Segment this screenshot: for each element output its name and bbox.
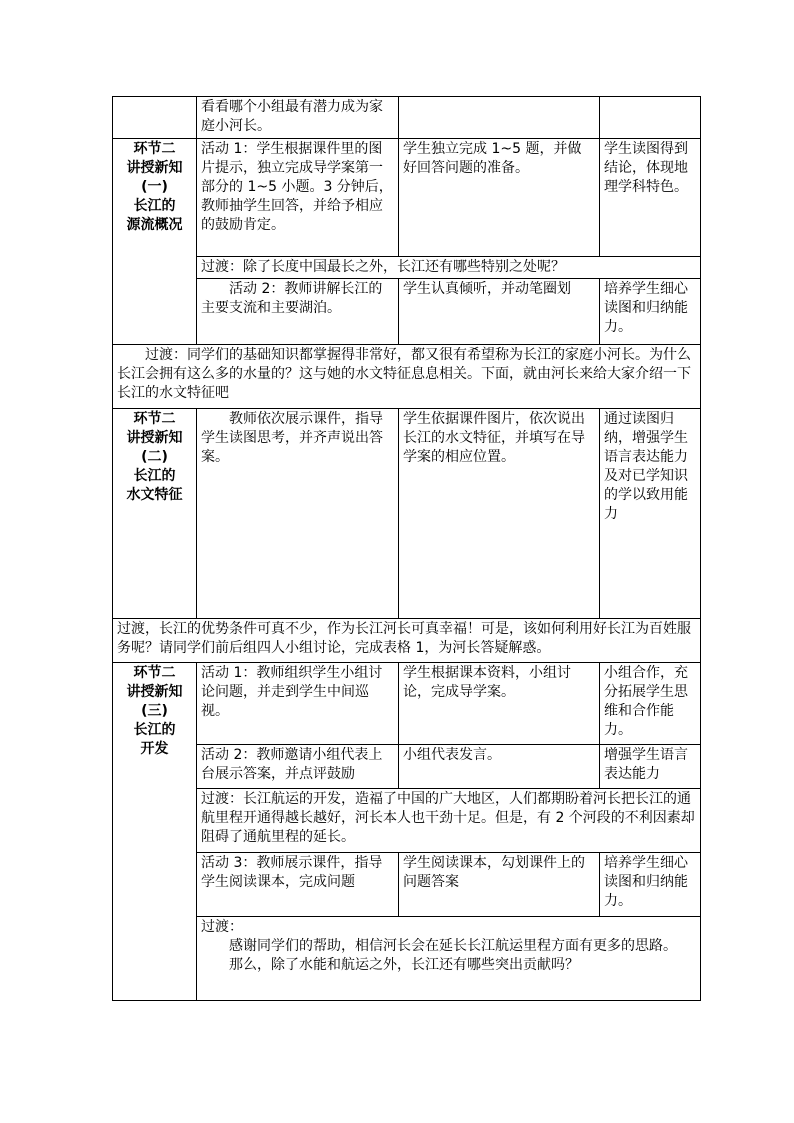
teacher-activity-cell: 活动 1：学生根据课件里的图片提示，独立完成导学案第一部分的 1~5 小题。3 分钟后，教师抽学生回答，并给予相应的鼓励肯定。 — [197, 139, 399, 257]
design-intent-cell: 学生读图得到结论，体现地理学科特色。 — [600, 139, 701, 257]
student-activity-cell: 学生阅读课本，勾划课件上的问题答案 — [399, 853, 600, 917]
design-intent-cell: 小组合作，充分拓展学生思维和合作能力。 — [600, 663, 701, 745]
transition-label: 过渡： — [201, 919, 243, 935]
transition-cell: 过渡：除了长度中国最长之外，长江还有哪些特别之处呢？ — [197, 257, 701, 279]
table-row — [113, 853, 701, 917]
stage-cell-empty — [113, 97, 197, 139]
design-intent-cell — [600, 97, 701, 139]
transition-text: 那么，除了水能和航运之外，长江还有哪些突出贡献吗？ — [229, 957, 579, 973]
table-row — [113, 789, 701, 853]
stage-line: 长江的 — [133, 468, 176, 484]
teacher-activity-cell: 活动 1：教师组织学生小组讨论问题，并走到学生中间巡视。 — [197, 663, 399, 745]
transition-text: 过渡：同学们的基础知识都掌握得非常好，都又很有希望称为长江的家庭小河长。为什么长江会拥有这么多的水量的？这与她的水文特征息息相关。下面，就由河长来给大家介绍一下长江的水文特征吧 — [117, 347, 691, 401]
table-row — [113, 663, 701, 745]
stage-label-cell — [113, 409, 197, 619]
table-row — [113, 345, 701, 409]
stage-line: 环节二 — [133, 141, 176, 157]
student-activity-cell: 小组代表发言。 — [399, 745, 600, 789]
table-row — [113, 409, 701, 619]
transition-cell: 过渡：长江航运的开发，造福了中国的广大地区，人们都期盼着河长把长江的通航里程开通得越长越好，河长本人也干劲十足。但是，有 2 个河段的不利因素却阻碍了通航里程的延长。 — [197, 789, 701, 853]
teacher-activity-cell: 活动 3：教师展示课件，指导学生阅读课本，完成问题 — [197, 853, 399, 917]
table-row — [113, 917, 701, 1001]
design-intent-cell: 通过读图归纳，增强学生语言表达能力及对已学知识的学以致用能力 — [600, 409, 701, 619]
transition-text: 感谢同学们的帮助，相信河长会在延长长江航运里程方面有更多的思路。 — [229, 938, 677, 954]
table-row — [113, 745, 701, 789]
stage-line: 环节二 — [133, 665, 176, 681]
stage-line: 环节二 — [133, 411, 176, 427]
student-activity-cell: 学生认真倾听，并动笔圈划 — [399, 279, 600, 345]
teacher-activity-text: 活动 2：教师讲解长江的主要支流和主要湖泊。 — [201, 281, 383, 316]
stage-line: 讲授新知 — [126, 684, 183, 700]
stage-line: 源流概况 — [126, 217, 183, 233]
transition-cell: 过渡，长江的优势条件可真不少，作为长江河长可真幸福！可是，该如何利用好长江为百姓服务呢？请同学们前后组四人小组讨论，完成表格 1，为河长答疑解惑。 — [113, 619, 701, 663]
stage-line: 长江的 — [133, 198, 176, 214]
design-intent-cell: 培养学生细心读图和归纳能力。 — [600, 853, 701, 917]
stage-label-cell — [113, 663, 197, 1001]
teacher-activity-text: 教师依次展示课件，指导学生读图思考，并齐声说出答案。 — [201, 411, 383, 465]
table-row — [113, 97, 701, 139]
stage-label-cell — [113, 139, 197, 345]
transition-cell — [113, 345, 701, 409]
closing-transition-cell — [197, 917, 701, 1001]
stage-line: 讲授新知 — [126, 160, 183, 176]
student-activity-cell: 学生根据课本资料，小组讨论，完成导学案。 — [399, 663, 600, 745]
teacher-activity-cell — [197, 279, 399, 345]
table-row — [113, 139, 701, 257]
teacher-activity-cell: 看看哪个小组最有潜力成为家庭小河长。 — [197, 97, 399, 139]
stage-line: (三) — [141, 703, 168, 719]
student-activity-cell — [399, 97, 600, 139]
student-activity-cell: 学生依据课件图片，依次说出长江的水文特征，并填写在导学案的相应位置。 — [399, 409, 600, 619]
lesson-plan-table — [112, 96, 701, 1001]
design-intent-cell: 增强学生语言表达能力 — [600, 745, 701, 789]
table-row — [113, 619, 701, 663]
design-intent-cell: 培养学生细心读图和归纳能力。 — [600, 279, 701, 345]
stage-line: 水文特征 — [126, 487, 183, 503]
table-row — [113, 279, 701, 345]
teacher-activity-cell — [197, 409, 399, 619]
student-activity-cell: 学生独立完成 1~5 题，并做好回答问题的准备。 — [399, 139, 600, 257]
stage-line: 开发 — [140, 741, 169, 757]
stage-line: (一) — [141, 179, 168, 195]
table-row — [113, 257, 701, 279]
stage-line: 长江的 — [133, 722, 176, 738]
teacher-activity-cell: 活动 2：教师邀请小组代表上台展示答案，并点评鼓励 — [197, 745, 399, 789]
stage-line: (二) — [141, 449, 168, 465]
stage-line: 讲授新知 — [126, 430, 183, 446]
